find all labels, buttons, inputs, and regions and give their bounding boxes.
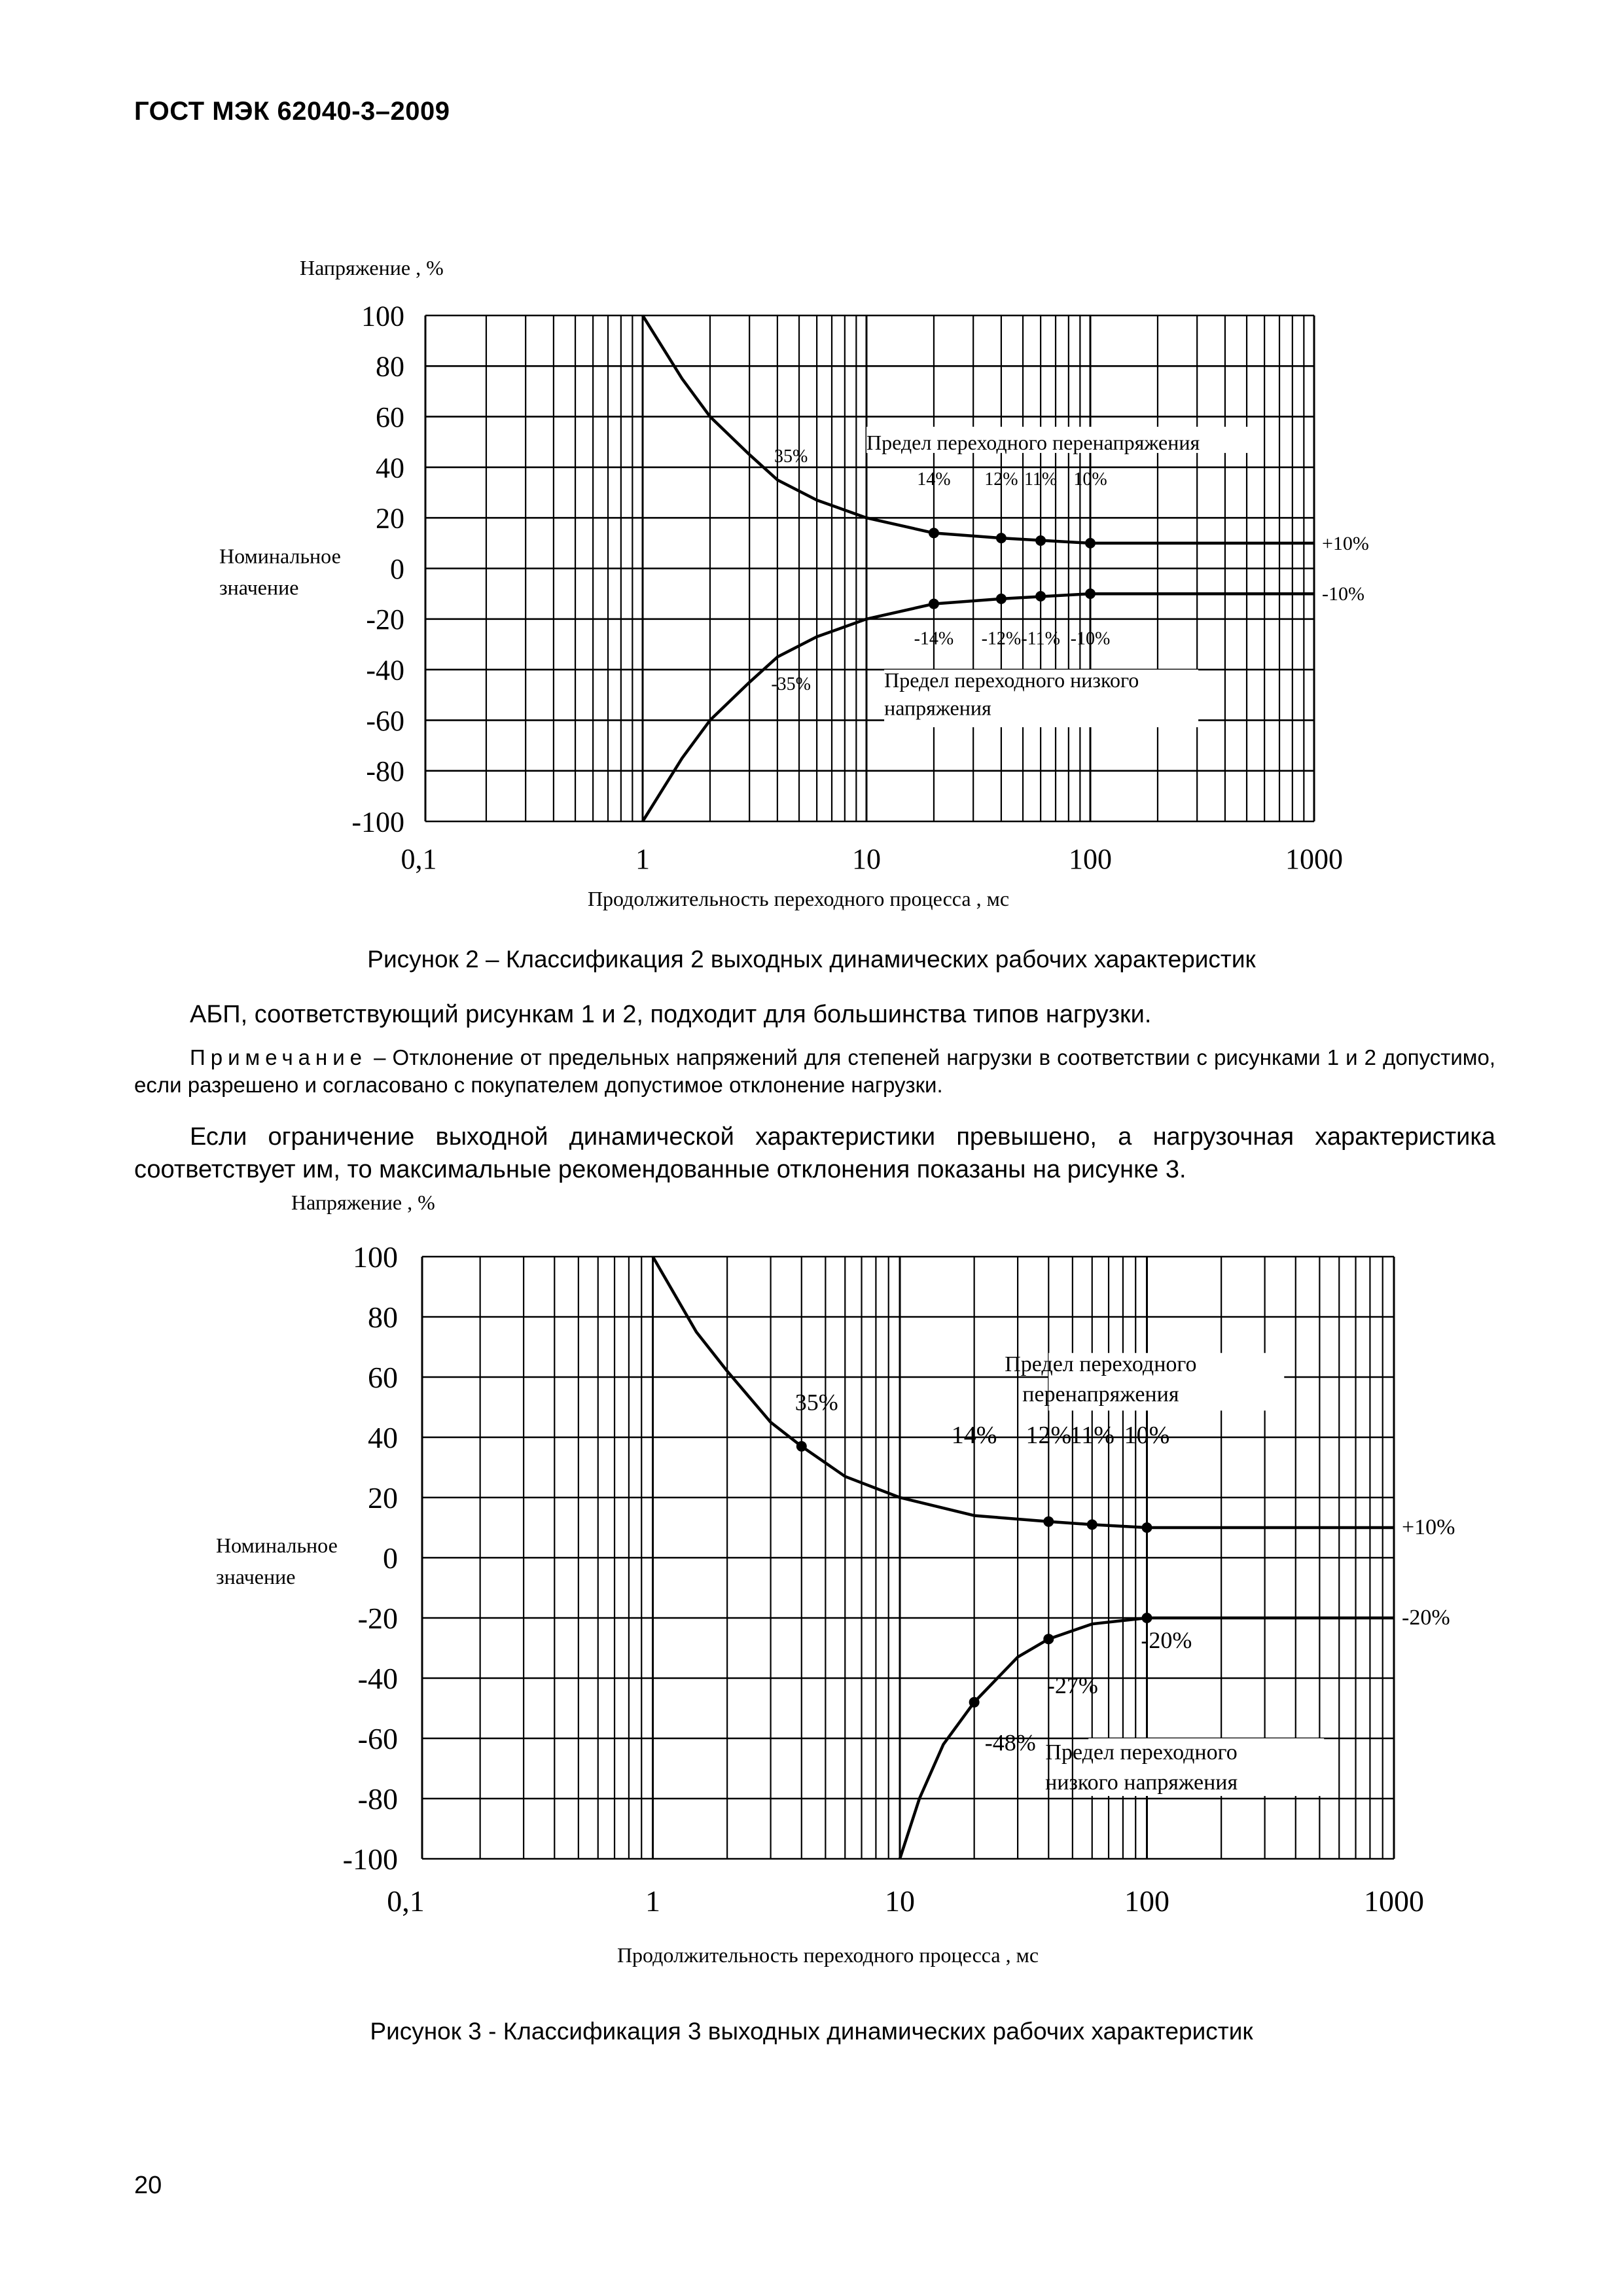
y-tick-label: 80 [376,350,404,383]
end-limit-label: +10% [1402,1515,1455,1539]
y-tick-label: -100 [342,1842,398,1876]
body-paragraph-2: Если ограничение выходной динамической характеристики превышено, а нагрузочная характеристика соответствует им, то максимальные рекомендованные отклонения показаны на рисунке 3. [134,1123,1495,1183]
curve-point [969,1697,980,1708]
undervoltage-limit-label-line1: Предел переходного низкого [884,668,1139,692]
undervoltage-limit-label-line2: низкого напряжения [1045,1770,1238,1795]
x-tick-label: 0,1 [387,1884,425,1918]
overvoltage-point-label: 11% [1069,1422,1115,1450]
y-tick-label: 100 [353,1240,398,1274]
end-limit-label: -20% [1402,1605,1450,1630]
x-tick-label: 100 [1124,1884,1169,1918]
y-tick-label: -80 [357,1782,398,1816]
overvoltage-point-label: 12% [1026,1422,1072,1450]
y-tick-label: -100 [351,806,404,838]
undervoltage-point-label: -27% [1046,1672,1098,1698]
note-label: Примечание [190,1045,368,1069]
curve-point [929,528,939,538]
y-tick-label: 80 [368,1300,398,1335]
x-tick-label: 1000 [1285,843,1343,875]
curve-point [1087,1519,1097,1530]
curve-point [1142,1613,1152,1623]
curve-point [1085,588,1096,599]
y-axis-label: Напряжение , % [291,1191,435,1214]
x-axis-label: Продолжительность переходного процесса , мс [587,887,1010,910]
undervoltage-limit-label-line2: напряжения [884,696,991,720]
y-tick-label: -60 [366,704,404,737]
y-tick-label: 40 [376,452,404,484]
undervoltage-point-label: -12% [981,628,1022,649]
undervoltage-point-label: -10% [1070,628,1111,649]
overvoltage-limit-label-line1: Предел переходного [1005,1352,1197,1376]
y-tick-label: 0 [383,1541,398,1575]
x-tick-label: 10 [852,843,881,875]
y-tick-label: 40 [368,1421,398,1455]
undervoltage-limit-label-line1: Предел переходного [1045,1740,1238,1765]
undervoltage-curve-label: -35% [771,674,811,695]
curve-point [1035,535,1046,546]
x-axis-label: Продолжительность переходного процесса , мс [616,1943,1039,1967]
y-tick-label: -20 [366,603,404,636]
undervoltage-point-label: -11% [1021,628,1060,649]
overvoltage-point-label: 14% [951,1422,997,1450]
figure3-caption: Рисунок 3 - Классификация 3 выходных динамических рабочих характеристик [370,2018,1253,2045]
curve-point [1142,1522,1152,1533]
nominal-label-line2: значение [219,575,299,600]
y-tick-label: 100 [361,300,404,332]
document-header: ГОСТ МЭК 62040-3–2009 [134,97,450,126]
y-tick-label: 20 [368,1481,398,1515]
overvoltage-point-label: 10% [1124,1422,1170,1450]
curve-point [996,594,1007,604]
undervoltage-point-label: -48% [984,1729,1036,1756]
curve-point [1085,538,1096,548]
curve-point [1043,1634,1054,1644]
nominal-label-line1: Номинальное [219,544,341,568]
y-tick-label: 60 [368,1361,398,1395]
end-limit-label: +10% [1322,532,1369,554]
note-text: – Отклонение от предельных напряжений для степеней нагрузки в соответствии с рисунками 1 и 2 допустимо, если разрешено и согласовано с покупателем допустимое отклонение нагрузки. [134,1045,1495,1097]
overvoltage-limit-label-line2: перенапряжения [1022,1382,1179,1407]
y-tick-label: -20 [357,1602,398,1636]
nominal-label-line2: значение [216,1565,296,1588]
overvoltage-point-label: 14% [917,469,951,490]
nominal-label-line1: Номинальное [216,1534,338,1557]
overvoltage-curve-label: 35% [794,1389,838,1416]
figure2-caption: Рисунок 2 – Классификация 2 выходных динамических рабочих характеристик [367,946,1256,973]
curve-point [796,1441,807,1452]
overvoltage-point-label: 10% [1073,469,1107,490]
undervoltage-point-label: -20% [1141,1627,1192,1653]
x-tick-label: 10 [885,1884,915,1918]
overvoltage-point-label: 11% [1024,469,1058,490]
curve-point [996,533,1007,543]
figure2-chart [0,0,1623,929]
y-tick-label: -80 [366,755,404,788]
y-axis-label: Напряжение , % [300,256,444,279]
curve-point [1035,591,1046,601]
figure3-chart [0,1172,1623,1990]
end-limit-label: -10% [1322,583,1364,605]
y-tick-label: 0 [390,552,404,585]
x-tick-label: 100 [1069,843,1112,875]
x-tick-label: 1 [645,1884,660,1918]
y-tick-label: -40 [366,654,404,687]
overvoltage-point-label: 12% [984,469,1018,490]
page-number: 20 [134,2172,162,2199]
x-tick-label: 1 [635,843,650,875]
x-tick-label: 0,1 [401,843,437,875]
curve-point [1043,1516,1054,1527]
overvoltage-curve-label: 35% [774,446,808,467]
y-tick-label: 60 [376,401,404,433]
y-tick-label: -60 [357,1722,398,1756]
body-paragraph-1: АБП, соответствующий рисункам 1 и 2, подходит для большинства типов нагрузки. [190,1001,1152,1028]
y-tick-label: 20 [376,502,404,535]
curve-point [929,599,939,609]
overvoltage-limit-label: Предел переходного перенапряжения [866,430,1200,454]
y-tick-label: -40 [357,1662,398,1696]
x-tick-label: 1000 [1364,1884,1424,1918]
note-paragraph [134,1044,1495,1099]
undervoltage-point-label: -14% [914,628,954,649]
